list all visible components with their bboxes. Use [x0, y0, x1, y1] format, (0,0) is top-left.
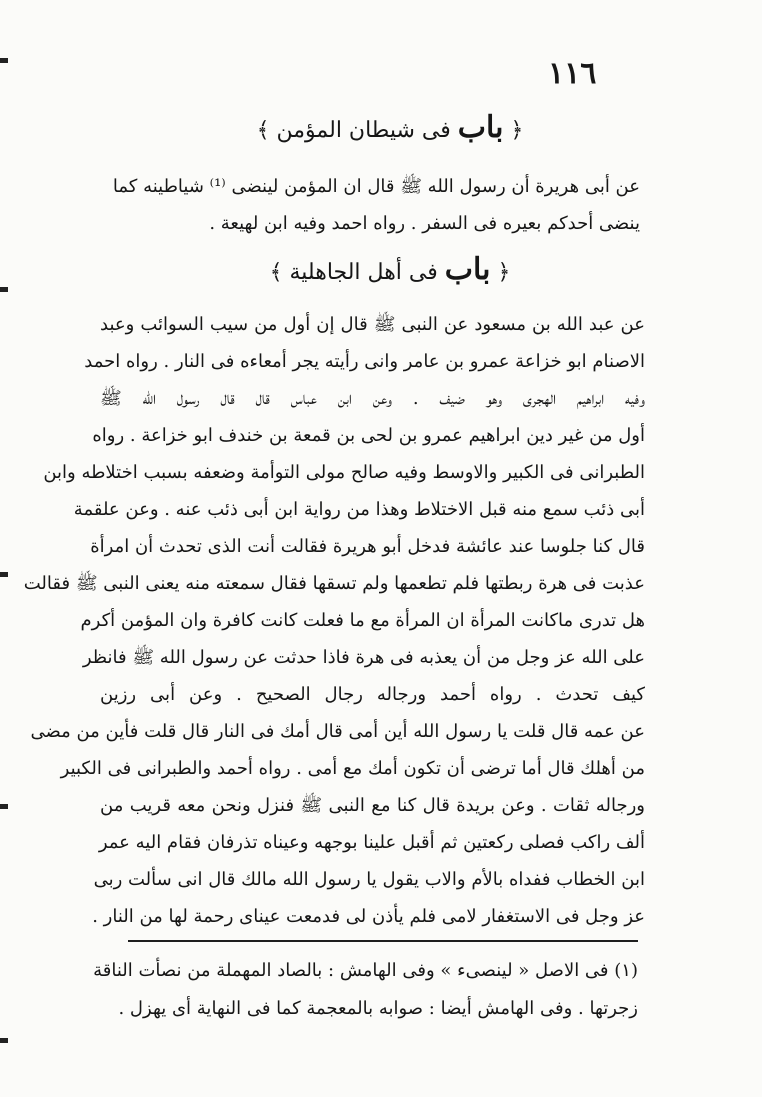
scan-edge-mark — [0, 58, 8, 63]
heading-bab: باب — [457, 110, 504, 145]
footnote-line: (١) فى الاصل « لينصىء » وفى الهامش : بالصاد المهملة من نصأت الناقة — [93, 960, 638, 981]
chapter-heading — [140, 250, 640, 293]
text-line: من أهلك قال أما ترضى أن تكون أمك مع أمى . رواه أحمد والطبرانى فى الكبير — [60, 758, 645, 779]
section-text — [23, 306, 645, 935]
heading-bracket-close: ﴾ — [269, 260, 290, 285]
text-line: عن أبى هريرة أن رسول الله ﷺ قال ان المؤمن لينضى ⁽¹⁾ شياطينه كما — [112, 176, 640, 197]
heading-bab: باب — [444, 252, 491, 287]
text-line: عذبت فى هرة ربطتها فلم تطعمها ولم تسقها فقال سمعته منه يعنى النبى ﷺ فقالت — [23, 573, 645, 594]
scan-edge-mark — [0, 287, 8, 292]
footnote — [93, 952, 638, 1028]
heading-bracket-close: ﴾ — [256, 118, 277, 143]
text-line: عن عمه قال قلت يا رسول الله أين أمى قال أمك فى النار قال قلت فأين من مضى — [30, 721, 645, 742]
text-line: كيف تحدث . رواه أحمد ورجاله رجال الصحيح . وعن أبى رزين — [100, 684, 645, 705]
text-line: أول من غير دين ابراهيم عمرو بن لحى بن قمعة بن خندف ابو خزاعة . رواه — [92, 425, 645, 446]
text-line: الطبرانى فى الكبير والاوسط وفيه صالح مولى التوأمة وضعفه بسبب اختلاطه وابن — [43, 462, 645, 483]
footnote-divider — [128, 940, 638, 942]
text-line: وفيه ابراهيم الهجرى وهو ضيف . وعن ابن عباس قال قال رسول الله ﷺ — [100, 388, 645, 409]
text-line: ورجاله ثقات . وعن بريدة قال كنا مع النبى ﷺ فنزل ونحن معه قريب من — [100, 795, 645, 816]
chapter-heading — [140, 108, 640, 151]
text-line: الاصنام ابو خزاعة عمرو بن عامر وانى رأيته يجر أمعاءه فى النار . رواه احمد — [84, 351, 645, 372]
text-line: هل تدرى ماكانت المرأة ان المرأة مع ما فعلت كانت كافرة وان المؤمن أكرم — [80, 610, 645, 631]
scan-edge-mark — [0, 804, 8, 809]
text-line: قال كنا جلوسا عند عائشة فدخل أبو هريرة فقالت أنت الذى تحدث أن امرأة — [90, 536, 645, 557]
heading-title: فى أهل الجاهلية — [289, 260, 438, 285]
footnote-line: زجرتها . وفى الهامش أيضا : صوابه بالمعجمة كما فى النهاية أى يهزل . — [118, 998, 638, 1019]
scan-edge-mark — [0, 572, 8, 577]
text-line: على الله عز وجل من أن يعذبه فى هرة فاذا حدثت عن رسول الله ﷺ فانظر — [82, 647, 645, 668]
page-number: ١١٦ — [548, 56, 597, 91]
heading-bracket-open: ﴿ — [490, 260, 511, 285]
heading-title: فى شيطان المؤمن — [276, 118, 451, 143]
text-line: ينضى أحدكم بعيره فى السفر . رواه احمد وفيه ابن لهيعة . — [209, 213, 640, 234]
text-line: عز وجل فى الاستغفار لامى فلم يأذن لى فدمعت عيناى رحمة لها من النار . — [92, 906, 645, 927]
text-line: عن عبد الله بن مسعود عن النبى ﷺ قال إن أول من سيب السوائب وعبد — [100, 314, 645, 335]
text-line: ألف راكب فصلى ركعتين ثم أقبل علينا بوجهه وعيناه تذرفان فقام اليه عمر — [98, 832, 645, 853]
text-line: ابن الخطاب ففداه بالأم والاب يقول يا رسول الله مالك قال انى سألت ربى — [93, 869, 645, 890]
scan-edge-mark — [0, 1038, 8, 1043]
text-line: أبى ذئب سمع منه قبل الاختلاط وهذا من رواية ابن أبى ذئب عنه . وعن علقمة — [73, 499, 645, 520]
section-text — [112, 168, 640, 242]
heading-bracket-open: ﴿ — [503, 118, 524, 143]
